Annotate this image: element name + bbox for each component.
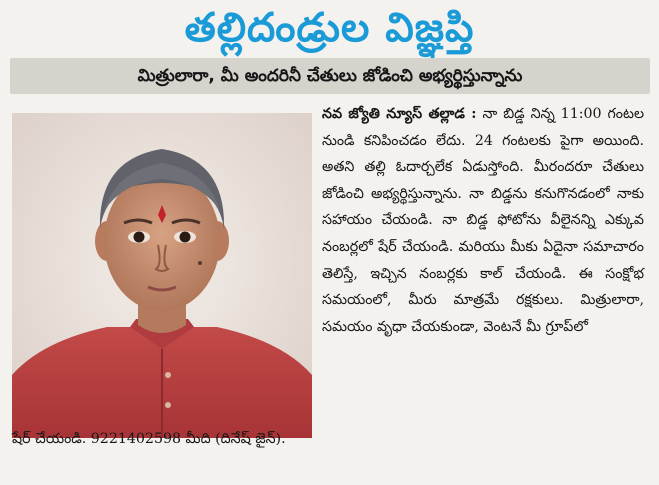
- subheadline-band: మిత్రులారా, మీ అందరినీ చేతులు జోడించి అభ్యర్థిస్తున్నాను: [10, 58, 650, 94]
- article-closing-line: షేర్ చేయండి. 9221402598 మీది (దినేష్ జైన్).: [12, 431, 286, 447]
- missing-child-photo: [12, 113, 312, 438]
- article-text: నా బిడ్డ నిన్న 11:00 గంటల నుండి కనిపించడం లేదు. 24 గంటలకు పైగా అయింది. అతని తల్లి ఓదార్చలేక ఏడుస్తోంది. మీరందరూ చేతులు జోడించి అభ్యర్థిస్తున్నాను. నా బిడ్డను కనుగొనడంలో నాకు సహాయం చేయండి. నా బిడ్డ ఫోటోను వీలైనన్ని ఎక్కువ నంబర్లలో షేర్ చేయండి. మరియు మీకు ఏదైనా సమాచారం తెలిస్తే, ఇచ్చిన నంబర్లకు కాల్ చేయండి. ఈ సంక్షోభ సమయంలో, మీరు మాత్రమే రక్షకులు. మిత్రులారా, సమయం వృధా చేయకుండా, వెంటనే మీ గ్రూప్‌లో: [322, 106, 644, 335]
- article-dateline: నవ జ్యోతి న్యూస్ తల్లాడ :: [322, 106, 477, 122]
- article-body: [322, 101, 644, 340]
- headline: తల్లిదండ్రుల విజ్ఞప్తి: [184, 5, 475, 51]
